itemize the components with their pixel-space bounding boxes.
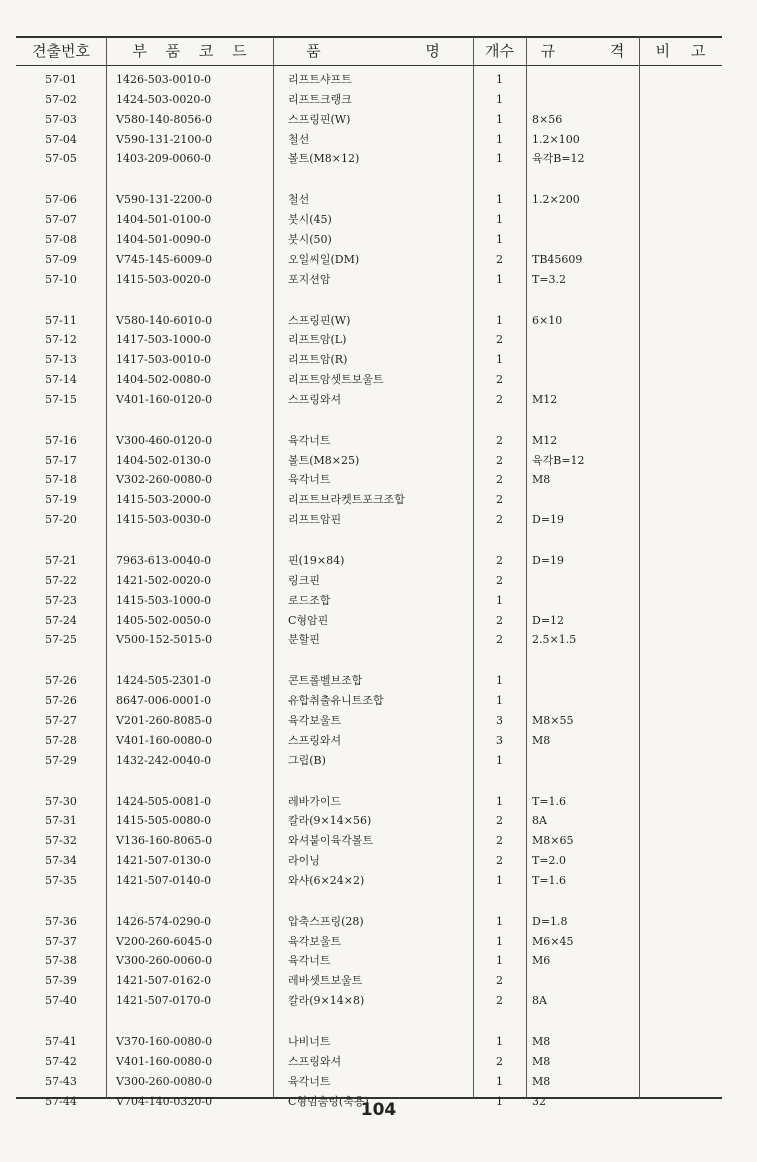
part-number: 57-14: [45, 373, 77, 387]
table-row: [0, 731, 757, 751]
part-spec: TB45609: [532, 252, 583, 266]
part-spec: T=1.6: [532, 794, 567, 808]
part-spec: M6: [532, 954, 551, 968]
part-name: 와샤(6×24×2): [288, 873, 365, 887]
part-number: 57-34: [45, 854, 77, 868]
part-name: 콘트롤벨브조합: [288, 674, 363, 688]
part-spec: M12: [532, 392, 558, 406]
part-name: 오일씨일(DM): [288, 252, 360, 266]
header-qty: 개수: [485, 42, 514, 60]
part-quantity: 1: [496, 313, 503, 327]
part-number: 57-29: [45, 753, 77, 767]
part-name: 레바가이드: [288, 794, 342, 808]
part-quantity: 2: [496, 392, 503, 406]
part-number: 57-28: [45, 733, 77, 747]
part-number: 57-32: [45, 834, 77, 848]
part-name: 육각너트: [288, 473, 331, 487]
part-number: 57-36: [45, 914, 77, 928]
part-name: 육각너트: [288, 1074, 331, 1088]
part-code: V300-260-0060-0: [116, 954, 213, 968]
part-code: 1417-503-0010-0: [116, 353, 212, 367]
table-row: [0, 671, 757, 691]
part-number: 57-10: [45, 272, 77, 286]
part-number: 57-11: [45, 313, 77, 327]
part-code: 1421-507-0140-0: [116, 873, 212, 887]
table-row: [0, 851, 757, 871]
part-number: 57-25: [45, 633, 77, 647]
part-code: 1404-502-0080-0: [116, 373, 212, 387]
part-number: 57-37: [45, 934, 77, 948]
part-spec: 8A: [532, 814, 547, 828]
part-code: V300-260-0080-0: [116, 1074, 213, 1088]
part-spec: 32: [532, 1094, 546, 1108]
part-quantity: 1: [496, 934, 503, 948]
part-name: 붓시(45): [288, 213, 332, 227]
part-name: 그립(B): [288, 753, 326, 767]
part-number: 57-27: [45, 713, 77, 727]
part-quantity: 3: [496, 713, 503, 727]
header-no: 견출번호: [32, 42, 90, 60]
part-quantity: 1: [496, 694, 503, 708]
part-name: 스프링핀(W): [288, 112, 351, 126]
part-number: 57-06: [45, 193, 77, 207]
part-code: 1415-503-2000-0: [116, 493, 212, 507]
part-code: 1426-574-0290-0: [116, 914, 212, 928]
table-row: [0, 951, 757, 971]
part-number: 57-02: [45, 92, 77, 106]
part-number: 57-21: [45, 554, 77, 567]
part-name: 리프트크랭크: [288, 92, 352, 106]
table-row: [0, 250, 757, 270]
part-name: 레바셋트보울트: [288, 974, 363, 988]
table-row: [0, 311, 757, 331]
part-quantity: 1: [496, 593, 503, 607]
part-quantity: 2: [496, 1054, 503, 1068]
part-quantity: 2: [496, 633, 503, 647]
part-spec: D=12: [532, 613, 565, 627]
table-row: [0, 210, 757, 230]
part-spec: 2.5×1.5: [532, 633, 577, 647]
part-name: 리프트암핀: [288, 513, 342, 527]
part-quantity: 1: [496, 753, 503, 767]
table-row: [0, 991, 757, 1011]
part-code: 1415-503-1000-0: [116, 593, 212, 607]
part-quantity: 2: [496, 373, 503, 387]
part-number: 57-03: [45, 112, 77, 126]
table-row: [0, 330, 757, 350]
part-name: 링크핀: [288, 573, 320, 587]
part-quantity: 2: [496, 834, 503, 848]
part-quantity: 2: [496, 333, 503, 347]
part-number: 57-31: [45, 814, 77, 828]
part-quantity: 2: [496, 613, 503, 627]
table-row: [0, 270, 757, 290]
part-quantity: 2: [496, 513, 503, 527]
table-row: [0, 1052, 757, 1072]
part-quantity: 2: [496, 473, 503, 487]
part-name: 육각너트: [288, 433, 331, 447]
part-code: V590-131-2200-0: [116, 193, 213, 207]
part-name: 포지션암: [288, 272, 331, 286]
part-spec: 6×10: [532, 313, 563, 327]
part-code: V745-145-6009-0: [116, 252, 213, 266]
part-name: 육각보울트: [288, 934, 342, 948]
part-name: 분할핀: [288, 633, 320, 647]
part-name: 스프링핀(W): [288, 313, 351, 327]
part-quantity: 1: [496, 914, 503, 928]
part-code: 1432-242-0040-0: [116, 753, 212, 767]
part-number: 57-07: [45, 213, 77, 227]
table-row: [0, 571, 757, 591]
part-spec: M8×55: [532, 713, 574, 727]
table-row: [0, 190, 757, 210]
part-number: 57-16: [45, 433, 77, 447]
part-number: 57-22: [45, 573, 77, 587]
part-number: 57-41: [45, 1035, 77, 1048]
part-spec: T=2.0: [532, 854, 567, 868]
part-quantity: 2: [496, 493, 503, 507]
part-code: 1424-505-2301-0: [116, 674, 212, 688]
part-quantity: 2: [496, 994, 503, 1008]
part-spec: 8A: [532, 994, 547, 1008]
part-code: V401-160-0120-0: [116, 392, 213, 406]
part-code: V300-460-0120-0: [116, 433, 213, 447]
part-name: 와셔붙이육각볼트: [288, 834, 374, 848]
part-name: 리프트암셋트보울트: [288, 373, 384, 387]
part-name: 리프트암(L): [288, 333, 347, 347]
part-spec: M8: [532, 733, 551, 747]
part-quantity: 1: [496, 132, 503, 146]
part-quantity: 1: [496, 1035, 503, 1048]
part-code: 1421-507-0162-0: [116, 974, 212, 988]
part-code: 7963-613-0040-0: [116, 554, 212, 567]
part-number: 57-15: [45, 392, 77, 406]
part-code: V200-260-6045-0: [116, 934, 213, 948]
table-row: [0, 1032, 757, 1052]
part-quantity: 2: [496, 453, 503, 467]
part-spec: 1.2×200: [532, 193, 580, 207]
part-number: 57-09: [45, 252, 77, 266]
part-code: 1404-502-0130-0: [116, 453, 212, 467]
part-quantity: 3: [496, 733, 503, 747]
table-row: [0, 130, 757, 150]
part-quantity: 1: [496, 794, 503, 808]
part-number: 57-04: [45, 132, 77, 146]
part-code: 1426-503-0010-0: [116, 73, 212, 86]
part-number: 57-39: [45, 974, 77, 988]
part-number: 57-08: [45, 232, 77, 246]
part-name: 나비너트: [288, 1035, 331, 1048]
part-code: 1403-209-0060-0: [116, 152, 212, 166]
part-name: 라이닝: [288, 854, 320, 868]
table-row: [0, 350, 757, 370]
part-code: V302-260-0080-0: [116, 473, 213, 487]
part-number: 57-35: [45, 873, 77, 887]
table-row: [0, 90, 757, 110]
part-quantity: 1: [496, 112, 503, 126]
part-spec: T=1.6: [532, 873, 567, 887]
part-name: 철선: [288, 193, 310, 207]
part-number: 57-26: [45, 674, 77, 688]
part-quantity: 1: [496, 1074, 503, 1088]
part-quantity: 1: [496, 152, 503, 166]
part-number: 57-43: [45, 1074, 77, 1088]
part-code: 1404-501-0100-0: [116, 213, 212, 227]
part-name: 로드조합: [288, 593, 331, 607]
page-number: 104: [360, 1100, 397, 1120]
part-name: 칼라(9×14×56): [288, 814, 372, 828]
part-spec: 육각B=12: [532, 453, 585, 467]
part-quantity: 1: [496, 193, 503, 207]
table-header: [16, 37, 722, 65]
table-row: [0, 490, 757, 510]
part-name: 볼트(M8×25): [288, 453, 360, 467]
header-note: 비 고: [655, 42, 706, 60]
part-number: 57-24: [45, 613, 77, 627]
part-spec: M8: [532, 1074, 551, 1088]
table-row: [0, 451, 757, 471]
part-code: 1417-503-1000-0: [116, 333, 212, 347]
part-quantity: 1: [496, 73, 503, 86]
part-number: 57-20: [45, 513, 77, 527]
part-quantity: 1: [496, 353, 503, 367]
table-row: [0, 230, 757, 250]
part-name: 철선: [288, 132, 310, 146]
part-code: 1424-505-0081-0: [116, 794, 212, 808]
part-number: 57-18: [45, 473, 77, 487]
part-spec: M8: [532, 1035, 551, 1048]
table-row: [0, 630, 757, 650]
part-name: 육각보울트: [288, 713, 342, 727]
part-spec: M8: [532, 1054, 551, 1068]
part-quantity: 2: [496, 573, 503, 587]
table-row: [0, 431, 757, 451]
part-number: 57-26: [45, 694, 77, 708]
part-code: 1415-503-0020-0: [116, 272, 212, 286]
part-name: 스프링와셔: [288, 1054, 342, 1068]
part-code: V580-140-6010-0: [116, 313, 213, 327]
part-spec: D=1.8: [532, 914, 568, 928]
part-quantity: 1: [496, 1094, 503, 1108]
part-name: 핀(19×84): [288, 554, 345, 567]
part-code: 1404-501-0090-0: [116, 232, 212, 246]
table-row: [0, 1072, 757, 1092]
part-name: C형암핀: [288, 613, 329, 627]
table-row: [0, 691, 757, 711]
table-row: [0, 591, 757, 611]
table-row: [0, 390, 757, 410]
table-row: [0, 792, 757, 812]
part-code: 1424-503-0020-0: [116, 92, 212, 106]
table-row: [0, 751, 757, 771]
part-number: 57-01: [45, 73, 77, 86]
part-number: 57-30: [45, 794, 77, 808]
part-number: 57-17: [45, 453, 77, 467]
part-spec: 1.2×100: [532, 132, 580, 146]
part-name: 리프트브라켓트포크조합: [288, 493, 405, 507]
table-row: [0, 70, 757, 90]
part-quantity: 2: [496, 252, 503, 266]
table-row: [0, 932, 757, 952]
table-row: [0, 470, 757, 490]
part-name: 스프링와셔: [288, 733, 342, 747]
part-number: 57-44: [45, 1094, 77, 1108]
table-row: [0, 510, 757, 530]
part-spec: D=19: [532, 513, 565, 527]
part-code: V704-140-0320-0: [116, 1094, 213, 1108]
part-quantity: 2: [496, 974, 503, 988]
part-number: 57-19: [45, 493, 77, 507]
part-name: C형멈춤링(축용): [288, 1094, 369, 1108]
part-name: 육각너트: [288, 954, 331, 968]
table-row: [0, 611, 757, 631]
part-quantity: 1: [496, 272, 503, 286]
part-number: 57-12: [45, 333, 77, 347]
table-row: [0, 971, 757, 991]
part-quantity: 1: [496, 674, 503, 688]
header-spec: 규 격: [540, 42, 625, 60]
part-quantity: 1: [496, 92, 503, 106]
part-number: 57-23: [45, 593, 77, 607]
part-quantity: 1: [496, 954, 503, 968]
part-quantity: 1: [496, 232, 503, 246]
table-row: [0, 912, 757, 932]
part-number: 57-42: [45, 1054, 77, 1068]
header-rule: [16, 65, 722, 66]
header-code: 부 품 코 드: [132, 42, 247, 60]
part-code: V401-160-0080-0: [116, 733, 213, 747]
part-quantity: 1: [496, 873, 503, 887]
part-code: 1415-505-0080-0: [116, 814, 212, 828]
part-code: 8647-006-0001-0: [116, 694, 212, 708]
part-name: 스프링와셔: [288, 392, 342, 406]
part-name: 칼라(9×14×8): [288, 994, 365, 1008]
table-row: [0, 871, 757, 891]
table-row: [0, 711, 757, 731]
part-quantity: 2: [496, 433, 503, 447]
part-code: V590-131-2100-0: [116, 132, 213, 146]
part-name: 리프트암(R): [288, 353, 348, 367]
part-code: 1421-502-0020-0: [116, 573, 212, 587]
part-code: V500-152-5015-0: [116, 633, 213, 647]
part-code: V136-160-8065-0: [116, 834, 213, 848]
table-row: [0, 831, 757, 851]
part-quantity: 2: [496, 814, 503, 828]
part-name: 리프트샤프트: [288, 73, 352, 86]
part-code: 1415-503-0030-0: [116, 513, 212, 527]
part-code: V580-140-8056-0: [116, 112, 213, 126]
table-row: [0, 551, 757, 571]
part-spec: 육각B=12: [532, 152, 585, 166]
table-row: [0, 110, 757, 130]
part-code: V401-160-0080-0: [116, 1054, 213, 1068]
part-name: 붓시(50): [288, 232, 332, 246]
part-number: 57-40: [45, 994, 77, 1008]
part-code: 1421-507-0130-0: [116, 854, 212, 868]
part-name: 유합취출유니트조합: [288, 694, 384, 708]
part-code: V370-160-0080-0: [116, 1035, 213, 1048]
part-number: 57-05: [45, 152, 77, 166]
table-row: [0, 370, 757, 390]
part-number: 57-13: [45, 353, 77, 367]
part-quantity: 2: [496, 854, 503, 868]
part-spec: M12: [532, 433, 558, 447]
part-code: 1421-507-0170-0: [116, 994, 212, 1008]
part-spec: M8×65: [532, 834, 574, 848]
part-spec: M6×45: [532, 934, 574, 948]
part-number: 57-38: [45, 954, 77, 968]
part-spec: D=19: [532, 554, 565, 567]
part-code: 1405-502-0050-0: [116, 613, 212, 627]
part-name: 볼트(M8×12): [288, 152, 360, 166]
part-quantity: 2: [496, 554, 503, 567]
part-spec: M8: [532, 473, 551, 487]
part-spec: T=3.2: [532, 272, 567, 286]
part-spec: 8×56: [532, 112, 563, 126]
part-quantity: 1: [496, 213, 503, 227]
part-name: 압축스프링(28): [288, 914, 364, 928]
table-row: [0, 149, 757, 169]
header-name: 품 명: [306, 42, 440, 60]
table-row: [0, 811, 757, 831]
part-code: V201-260-8085-0: [116, 713, 213, 727]
